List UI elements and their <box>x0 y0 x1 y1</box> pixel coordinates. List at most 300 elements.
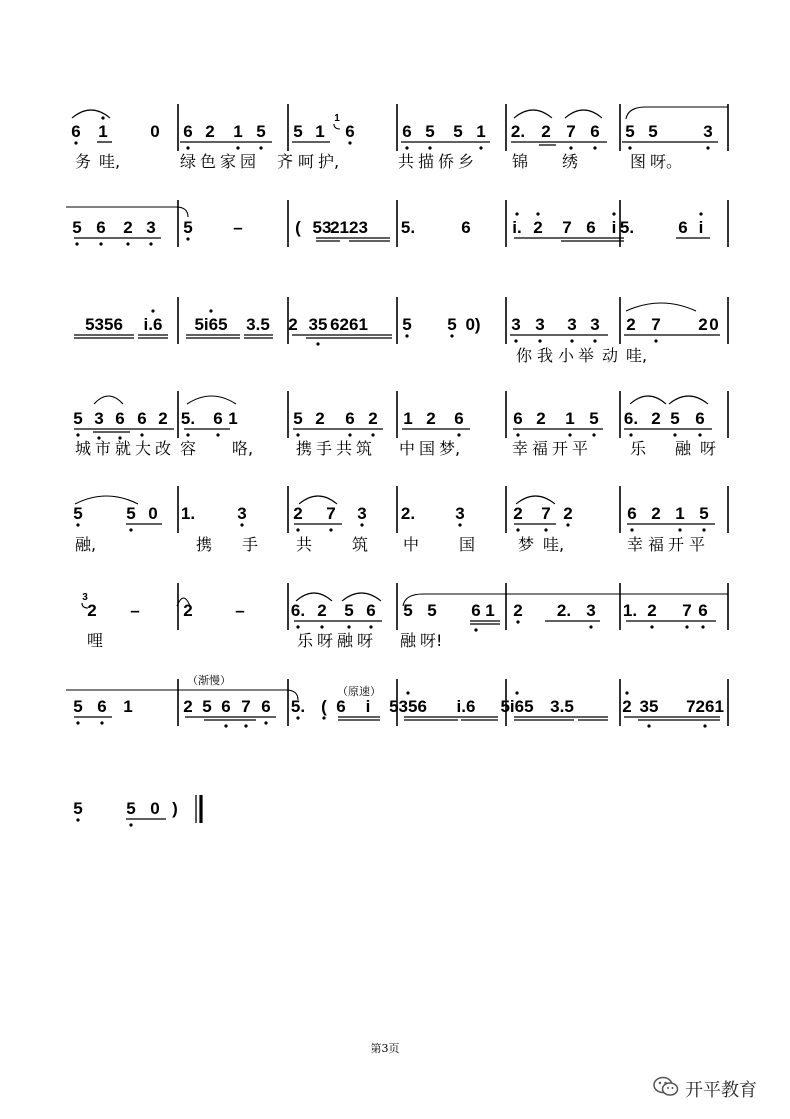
note: 0 <box>150 799 160 818</box>
note: 2. <box>510 122 526 141</box>
note: 3 <box>703 122 713 141</box>
note: 1. <box>180 504 196 523</box>
note: 6 <box>345 409 355 428</box>
lyric-syllable: 开 <box>668 535 685 554</box>
octave-dot <box>76 433 79 436</box>
note: 6. <box>623 409 639 428</box>
note: 0 <box>150 122 160 141</box>
note: 1 <box>403 409 413 428</box>
note: 6 <box>695 409 705 428</box>
note: 5 <box>670 409 680 428</box>
octave-dot <box>406 691 409 694</box>
music-system <box>66 673 728 728</box>
note: 6 <box>627 504 637 523</box>
lyric-syllable: 描 <box>418 152 435 171</box>
note: 6 <box>513 409 523 428</box>
note: 2. <box>400 504 416 523</box>
note: ) <box>172 799 178 818</box>
note: 6 <box>221 697 231 716</box>
lyric-syllable: 园 <box>240 152 257 171</box>
note: 1 <box>98 122 108 141</box>
octave-dot <box>348 433 351 436</box>
octave-dot <box>629 433 632 436</box>
octave-dot <box>129 528 132 531</box>
lyric-syllable: 侨 <box>438 152 455 171</box>
slur <box>342 593 381 601</box>
octave-dot <box>316 342 319 345</box>
lyric-syllable: 福 <box>648 535 665 554</box>
note: 6 <box>336 697 346 716</box>
note: 6 <box>115 409 125 428</box>
lyric-syllable: 呀 <box>317 631 334 650</box>
octave-dot <box>516 433 519 436</box>
note: 3 <box>567 315 577 334</box>
lyric-syllable: 哇, <box>626 346 648 365</box>
lyric-syllable: 福 <box>532 439 549 458</box>
note: 5 <box>293 409 303 428</box>
note: 7 <box>326 504 336 523</box>
octave-dot <box>630 528 633 531</box>
octave-dot <box>701 625 704 628</box>
octave-dot <box>296 716 299 719</box>
octave-dot <box>186 237 189 240</box>
note: 3 <box>146 218 156 237</box>
note: 5i65 <box>500 697 534 716</box>
lyric-syllable: 容 <box>180 439 197 458</box>
lyric-syllable: 你 <box>516 346 533 365</box>
lyric-syllable: 哇, <box>543 535 565 554</box>
octave-dot <box>699 212 702 215</box>
note: 2 <box>87 601 97 620</box>
music-system <box>73 795 201 827</box>
note: 2 <box>536 409 546 428</box>
note: ( <box>295 218 301 237</box>
note: 2 <box>563 504 573 523</box>
lyric-syllable: 国 <box>419 439 436 458</box>
note: 1 <box>123 697 133 716</box>
lyric-syllable: 呀。 <box>650 152 683 171</box>
octave-dot <box>593 146 596 149</box>
octave-dot <box>628 146 631 149</box>
note: i <box>365 697 371 716</box>
lyric-syllable: 哩 <box>87 631 104 650</box>
lyric-syllable: 共 <box>296 535 313 554</box>
note: – <box>233 218 243 237</box>
note: 6 <box>71 122 81 141</box>
music-system <box>82 583 728 650</box>
octave-dot <box>186 433 189 436</box>
note: 5 <box>453 122 463 141</box>
note: 3 <box>357 504 367 523</box>
note: 2 <box>647 601 657 620</box>
octave-dot <box>612 212 615 215</box>
lyric-syllable: 共 <box>398 152 415 171</box>
tie-arc-end <box>66 207 188 217</box>
lyric-syllable: 乐 <box>297 631 314 650</box>
octave-dot <box>329 528 332 531</box>
octave-dot <box>348 141 351 144</box>
note: 5 <box>73 799 83 818</box>
note: 5 <box>427 601 437 620</box>
octave-dot <box>569 146 572 149</box>
octave-dot <box>236 146 239 149</box>
music-system <box>73 486 728 554</box>
lyric-syllable: 融 <box>675 439 692 458</box>
octave-dot <box>76 523 79 526</box>
note: 6 <box>454 409 464 428</box>
note: 5 <box>625 122 635 141</box>
note: 1 <box>476 122 486 141</box>
octave-dot <box>186 146 189 149</box>
note: 3 <box>237 504 247 523</box>
octave-dot <box>647 724 650 727</box>
lyric-syllable: 色 <box>200 152 217 171</box>
note: i.6 <box>143 315 163 334</box>
note: 5 <box>183 218 193 237</box>
note: 6261 <box>330 315 368 334</box>
octave-dot <box>369 625 372 628</box>
octave-dot <box>474 628 477 631</box>
note: 6 <box>97 697 107 716</box>
lyric-syllable: 梦, <box>439 439 461 458</box>
octave-dot <box>703 724 706 727</box>
lyric-syllable: 呀! <box>420 631 443 650</box>
note: 5 <box>202 697 212 716</box>
octave-dot <box>570 339 573 342</box>
note: 6 <box>366 601 376 620</box>
lyric-syllable: 大 <box>135 439 152 458</box>
note: – <box>130 601 140 620</box>
note: 3.5 <box>550 697 574 716</box>
note: 5 <box>72 218 82 237</box>
slur <box>187 396 236 404</box>
note: 2 <box>317 601 327 620</box>
note: i. <box>512 218 522 237</box>
octave-dot <box>100 721 103 724</box>
lyric-syllable: 融 <box>337 631 354 650</box>
slur <box>72 110 110 118</box>
lyric-syllable: 哇, <box>99 152 121 171</box>
note: 5. <box>180 409 196 428</box>
wechat-icon <box>653 1076 679 1103</box>
slur <box>299 496 337 504</box>
lyric-syllable: 呀 <box>357 631 374 650</box>
note: 2 <box>123 218 133 237</box>
octave-dot <box>568 433 571 436</box>
octave-dot <box>347 625 350 628</box>
note: 6 <box>471 601 481 620</box>
lyric-syllable: 筑 <box>356 439 373 458</box>
octave-dot <box>259 146 262 149</box>
octave-dot <box>566 523 569 526</box>
note: 5 <box>403 601 413 620</box>
lyric-syllable: 中 <box>403 535 420 554</box>
note: 2 <box>158 409 168 428</box>
octave-dot <box>593 339 596 342</box>
octave-dot <box>129 823 132 826</box>
music-system <box>71 104 728 171</box>
lyric-syllable: 平 <box>689 535 706 554</box>
grace-hook <box>334 124 340 129</box>
octave-dot <box>240 523 243 526</box>
lyric-syllable: 小 <box>558 346 575 365</box>
lyric-syllable: 国 <box>459 535 476 554</box>
note: 6 <box>590 122 600 141</box>
lyric-syllable: 携 <box>296 439 313 458</box>
note: 5 <box>648 122 658 141</box>
note: 2 <box>622 697 632 716</box>
note: 5 <box>73 409 83 428</box>
note: 2. <box>556 601 572 620</box>
slur <box>565 110 602 118</box>
slur <box>669 396 708 404</box>
note: 5 <box>402 315 412 334</box>
note: 2 <box>698 315 708 334</box>
note: 5. <box>290 697 306 716</box>
lyric-syllable: 筑 <box>352 535 369 554</box>
tie-arc <box>626 107 728 119</box>
octave-dot <box>650 625 653 628</box>
lyric-syllable: 齐 <box>277 152 294 171</box>
slur <box>75 496 138 504</box>
octave-dot <box>296 625 299 628</box>
octave-dot <box>514 339 517 342</box>
octave-dot <box>76 721 79 724</box>
lyric-syllable: 家 <box>220 152 237 171</box>
octave-dot <box>360 523 363 526</box>
note: 6 <box>402 122 412 141</box>
note: 3 <box>590 315 600 334</box>
grace-note: 1 <box>334 113 340 124</box>
lyric-syllable: 绿 <box>180 152 197 171</box>
watermark-text: 开平教育 <box>685 1080 757 1101</box>
note: 2 <box>183 697 193 716</box>
note: 5 <box>293 122 303 141</box>
note: 1 <box>565 409 575 428</box>
lyric-syllable: 幸 <box>627 535 644 554</box>
octave-dot <box>99 242 102 245</box>
note: 2 <box>651 504 661 523</box>
note: 2 <box>541 122 551 141</box>
note: 7 <box>562 218 572 237</box>
octave-dot <box>457 433 460 436</box>
lyric-syllable: 梦 <box>518 535 535 554</box>
note: 6 <box>96 218 106 237</box>
octave-dot <box>296 433 299 436</box>
octave-dot <box>538 339 541 342</box>
octave-dot <box>479 146 482 149</box>
tempo-annotation: （渐慢） <box>187 674 231 687</box>
lyric-syllable: 就 <box>115 439 132 458</box>
octave-dot <box>320 625 323 628</box>
note: 2123 <box>330 218 368 237</box>
note: – <box>235 601 245 620</box>
slur <box>296 593 332 601</box>
octave-dot <box>450 334 453 337</box>
octave-dot <box>244 724 247 727</box>
lyric-syllable: 图 <box>630 152 647 171</box>
lyric-syllable: 幸 <box>512 439 529 458</box>
note: 2 <box>288 315 298 334</box>
note: 5 <box>699 504 709 523</box>
lyric-syllable: 改 <box>155 439 172 458</box>
note: 5 <box>344 601 354 620</box>
note: 2 <box>315 409 325 428</box>
note: 5 <box>126 504 136 523</box>
octave-dot <box>428 146 431 149</box>
note: 53 <box>312 218 332 237</box>
octave-dot <box>516 620 519 623</box>
note: 6 <box>261 697 271 716</box>
watermark <box>653 1076 757 1102</box>
octave-dot <box>209 309 212 312</box>
octave-dot <box>74 141 77 144</box>
note: 2 <box>293 504 303 523</box>
note: 7 <box>566 122 576 141</box>
lyric-syllable: 举 <box>578 346 595 365</box>
note: 1 <box>228 409 238 428</box>
note: 3 <box>535 315 545 334</box>
note: 7 <box>682 601 692 620</box>
note: i <box>698 218 704 237</box>
octave-dot <box>592 433 595 436</box>
note: 2 <box>183 601 193 620</box>
octave-dot <box>625 691 628 694</box>
lyric-syllable: 动 <box>602 346 619 365</box>
lyric-syllable: 中 <box>399 439 416 458</box>
note: 6 <box>213 409 223 428</box>
note: 7261 <box>686 697 724 716</box>
note: 6 <box>137 409 147 428</box>
octave-dot <box>405 146 408 149</box>
octave-dot <box>140 433 143 436</box>
lyric-syllable: 务 <box>75 152 92 171</box>
note: 2 <box>426 409 436 428</box>
lyric-syllable: 融, <box>75 535 97 554</box>
octave-dot <box>458 523 461 526</box>
note: 1 <box>485 601 495 620</box>
note: 0) <box>465 315 481 334</box>
octave-dot <box>589 625 592 628</box>
lyric-syllable: 携 <box>196 535 213 554</box>
music-system <box>66 200 728 247</box>
slur <box>630 396 666 404</box>
octave-dot <box>515 212 518 215</box>
octave-dot <box>544 528 547 531</box>
note: 3 <box>94 409 104 428</box>
lyric-syllable: 平 <box>572 439 589 458</box>
lyric-syllable: 锦 <box>512 152 529 171</box>
lyric-syllable: 手 <box>316 439 333 458</box>
note: 7 <box>651 315 661 334</box>
page-number: 第3页 <box>370 1042 400 1055</box>
octave-dot <box>264 721 267 724</box>
note: 5 <box>73 504 83 523</box>
note: 5 <box>425 122 435 141</box>
octave-dot <box>405 334 408 337</box>
octave-dot <box>698 433 701 436</box>
note: 2 <box>533 218 543 237</box>
note: 6 <box>345 122 355 141</box>
note: 1. <box>622 601 638 620</box>
lyric-syllable: 护, <box>318 152 340 171</box>
music-system <box>73 391 728 458</box>
note: 5 <box>126 799 136 818</box>
octave-dot <box>216 433 219 436</box>
lyric-syllable: 城 <box>75 439 92 458</box>
note: 2 <box>513 504 523 523</box>
note: 5 <box>256 122 266 141</box>
grace-note: 3 <box>82 592 88 603</box>
lyric-syllable: 乐 <box>630 439 647 458</box>
lyric-syllable: 手 <box>242 535 259 554</box>
note: 6. <box>290 601 306 620</box>
note: 3 <box>455 504 465 523</box>
octave-dot <box>702 528 705 531</box>
note: 2 <box>368 409 378 428</box>
octave-dot <box>515 691 518 694</box>
slur <box>626 303 696 311</box>
note: 5. <box>400 218 416 237</box>
note: 5356 <box>389 697 427 716</box>
lyric-syllable: 绣 <box>562 152 579 171</box>
octave-dot <box>371 433 374 436</box>
octave-dot <box>296 528 299 531</box>
octave-dot <box>685 625 688 628</box>
octave-dot <box>322 716 325 719</box>
lyric-syllable: 市 <box>95 439 112 458</box>
note: 2 <box>205 122 215 141</box>
note: 5356 <box>85 315 123 334</box>
octave-dot <box>151 309 154 312</box>
octave-dot <box>706 146 709 149</box>
note: 35 <box>308 315 328 334</box>
note: ( <box>321 697 327 716</box>
octave-dot <box>75 242 78 245</box>
octave-dot <box>76 818 79 821</box>
note: 7 <box>541 504 551 523</box>
note: 1 <box>233 122 243 141</box>
note: 6 <box>678 218 688 237</box>
lyric-syllable: 开 <box>552 439 569 458</box>
note: 5 <box>447 315 457 334</box>
note: 5i65 <box>194 315 228 334</box>
note: 35 <box>639 697 659 716</box>
note: 6 <box>461 218 471 237</box>
slur <box>94 396 123 404</box>
octave-dot <box>654 339 657 342</box>
lyric-syllable: 融 <box>400 631 417 650</box>
note: 0 <box>709 315 719 334</box>
octave-dot <box>126 242 129 245</box>
note: 0 <box>148 504 158 523</box>
note: 6 <box>586 218 596 237</box>
lyric-syllable: 乡 <box>458 152 475 171</box>
tempo-annotation: （原速） <box>337 685 381 698</box>
octave-dot <box>224 724 227 727</box>
note: 2 <box>651 409 661 428</box>
note: 1 <box>315 122 325 141</box>
lyric-syllable: 咯, <box>232 439 254 458</box>
lyric-syllable: 我 <box>537 346 554 365</box>
octave-dot <box>678 528 681 531</box>
note: 3.5 <box>246 315 270 334</box>
music-system <box>74 297 728 365</box>
note: 6 <box>183 122 193 141</box>
octave-dot <box>149 242 152 245</box>
slur <box>516 496 555 504</box>
octave-dot <box>101 116 104 119</box>
